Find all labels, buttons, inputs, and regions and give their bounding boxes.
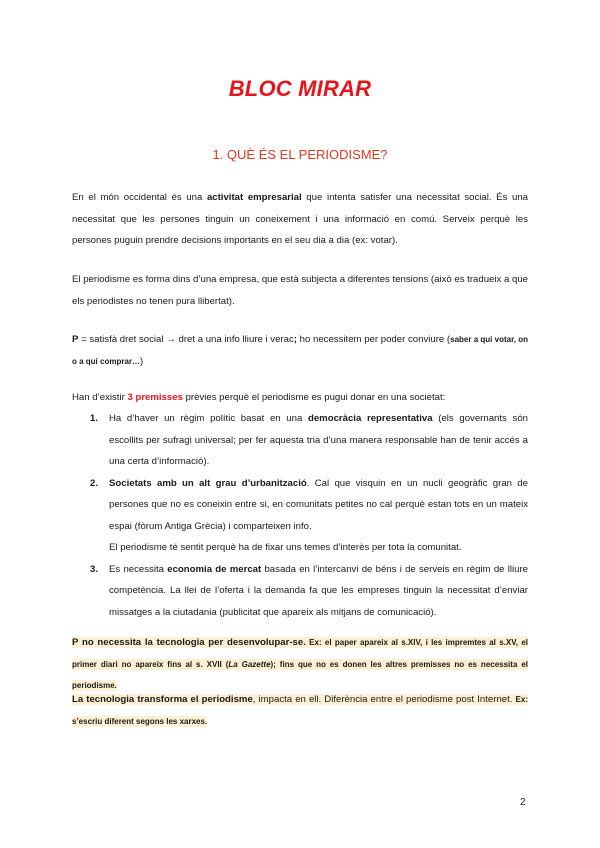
text-span: En el món occidental és una (72, 192, 207, 203)
small-note: ); fins que no es donen les altres premisses no es necessita el periodisme. (72, 659, 528, 690)
page-number: 2 (520, 797, 526, 808)
paragraph-dret-social (72, 329, 528, 372)
bold-term: P no necessita la tecnologia per desenvolupar-se. (72, 637, 306, 648)
text-span: prèvies perquè el periodisme es pugui donar en una societat: (182, 392, 446, 403)
small-note: Ex: el paper apareix al s.XIV, i les impremtes al s.XV, el primer diari no apareix fins al s. XVII ( (72, 638, 528, 669)
paragraph-intro (72, 187, 528, 252)
text-span: (els governants són escollits per sufragi universal; per fer aquesta tria d’una manera responsable han de tenir accés a una certa d’informació). (109, 413, 528, 467)
list-number: 3. (90, 563, 99, 575)
text-span: ho necessitem per poder conviure ( (296, 334, 451, 345)
list-number: 2. (90, 477, 99, 489)
text-span: basada en l’intercanvi de béns i de serveis en règim de lliure competència. La llei de l’oferta i la demanda fa que les empreses tinguin la necessitat d’enviar missatges a la ciutadania (publicitat que apareix als mitjans de comunicació). (109, 563, 529, 618)
paragraph-premisses (72, 387, 528, 409)
text-span: que intenta satisfer una necessitat social. És una necessitat que les persones tinguin un coneixement i una informació en comú. Serveix perquè les persones puguin prendre decisions importants en el seu dia a dia (ex: votar). (72, 192, 528, 246)
highlight-term: 3 premisses (127, 392, 183, 403)
list-item (72, 408, 528, 473)
text-span: Ha d’haver un règim polític basat en una (109, 413, 308, 424)
italic-title: La Gazette (228, 659, 271, 669)
page-title: BLOC MIRAR (228, 76, 372, 101)
premisses-list (72, 408, 528, 623)
list-item (72, 559, 528, 624)
list-item-extra: El periodisme té sentit perquè ha de fixar uns temes d’interès per tota la comunitat. (109, 542, 462, 553)
list-item (72, 473, 528, 559)
text-span: = satisfà dret social → dret a una info lliure i verac (78, 334, 294, 345)
paragraph-empresa: El periodisme es forma dins d’una empresa, que està subjecta a diferentes tensions (això es tradueix a que els periodistes no tenen pura llibertat). (72, 274, 528, 307)
highlight-note-transforma (72, 689, 528, 732)
bold-term: P (72, 334, 79, 345)
text-span: . Cal que visquin en un nucli geogràfic gran de persones que no es coneixin entre si, en comunitats petites no cal perquè estan tots en un mateix espai (fòrum Antiga Grècia) i comparteixen info. (109, 477, 528, 532)
bold-term: Societats amb un alt grau d’urbanització (109, 477, 307, 489)
list-item-text (109, 473, 528, 538)
bold-term: La tecnologia transforma el periodisme (72, 694, 253, 705)
section-heading: 1. QUÈ ÉS EL PERIODISME? (212, 147, 388, 162)
small-note: Ex: s’escriu diferent segons les xarxes. (72, 695, 528, 726)
list-item-text (109, 559, 528, 624)
text-span: ) (140, 355, 144, 367)
bold-term: activitat empresarial (206, 192, 302, 203)
highlight-note-tecnologia (72, 632, 528, 697)
text-span: , impacta en ell. Diferència entre el periodisme post Internet. (252, 694, 513, 705)
text-span: Es necessita (109, 563, 168, 575)
list-item-text (109, 408, 528, 473)
list-number: 1. (90, 413, 99, 424)
text-span: Han d’existir (72, 392, 128, 403)
small-note: saber a qui votar, on o a qui comprar… (72, 335, 528, 366)
bold-term: democràcia representativa (307, 413, 433, 424)
bold-term: economia de mercat (167, 563, 262, 575)
bold-term: ; (293, 334, 297, 345)
